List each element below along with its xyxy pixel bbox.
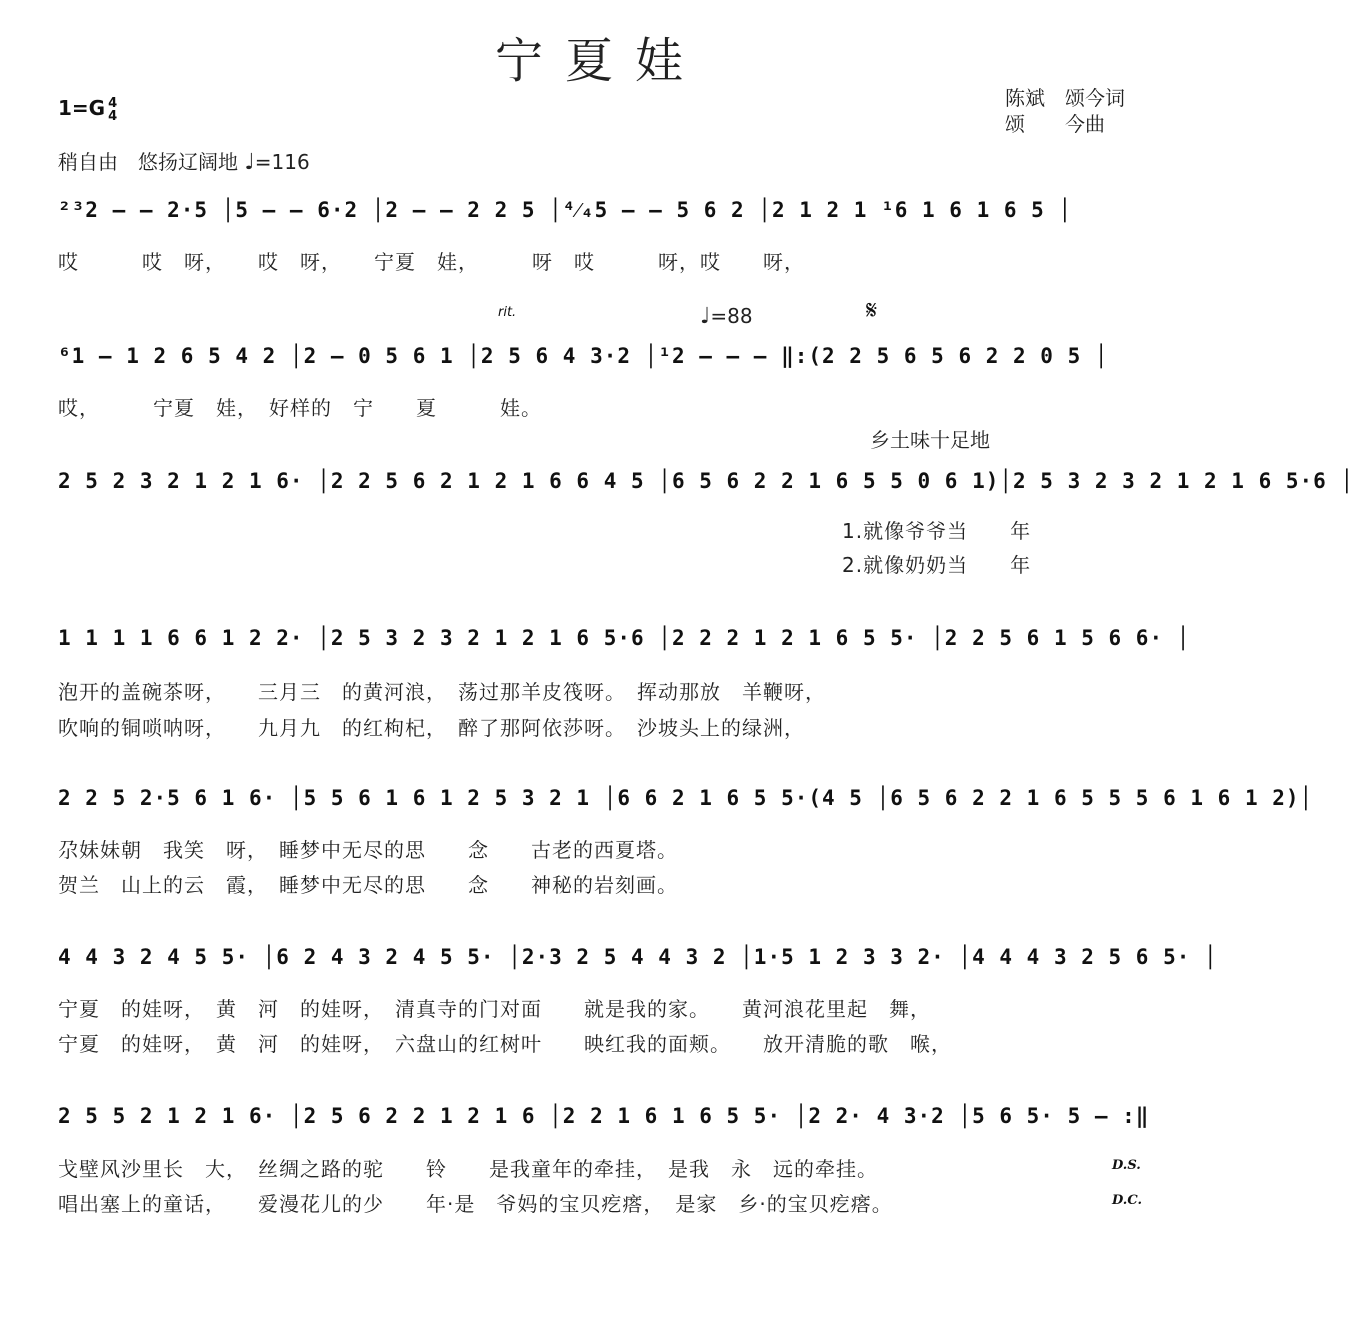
lyric-row-2-verse-1: 哎， 宁夏 娃， 好样的 宁 夏 娃。	[58, 396, 542, 420]
lyric-row-6-verse-2: 宁夏 的娃呀， 黄 河 的娃呀， 六盘山的红树叶 映红我的面颊。 放开清脆的歌 喉，	[58, 1032, 952, 1056]
lyric-row-3-verse-2: 2.就像奶奶当 年	[842, 553, 1032, 577]
lyric-row-7-verse-2: 唱出塞上的童话， 爱漫花儿的少 年·是 爷妈的宝贝疙瘩， 是家 乡·的宝贝疙瘩。	[58, 1192, 893, 1216]
lyric-row-3-verse-1: 1.就像爷爷当 年	[842, 519, 1032, 543]
lyric-row-6-verse-1: 宁夏 的娃呀， 黄 河 的娃呀， 清真寺的门对面 就是我的家。 黄河浪花里起 舞，	[58, 997, 931, 1021]
lyric-row-5-verse-1: 尕妹妹朝 我笑 呀， 睡梦中无尽的思 念 古老的西夏塔。	[58, 838, 678, 862]
lyric-row-4-verse-2: 吹响的铜唢呐呀， 九月九 的红枸杞， 醉了那阿依莎呀。 沙坡头上的绿洲，	[58, 716, 805, 740]
notation-row-3: 2 5 2 3 2 1 2 1 6· │2 2 5 6 2 1 2 1 6 6 4 5 │6 5 6 2 2 1 6 5 5 0 6 1)│2 5 3 2 3 2 1 2 1 6 5·6 │	[58, 469, 1354, 493]
section-label: 乡土味十足地	[870, 428, 990, 452]
time-sig-top: 4	[108, 95, 118, 111]
key-label: 1=G	[58, 96, 106, 120]
page-title: 宁夏娃	[494, 33, 705, 89]
tempo-marking-2	[700, 304, 753, 329]
time-signature	[108, 97, 117, 123]
lyricist-credit: 陈斌 颂今词	[1005, 86, 1125, 110]
notation-row-5: 2 2 5 2·5 6 1 6· │5 5 6 1 6 1 2 5 3 2 1 │6 6 2 1 6 5 5·(4 5 │6 5 6 2 2 1 6 5 5 5 6 1 6 1 2)│	[58, 786, 1314, 810]
da-capo-mark: D.C.	[1112, 1193, 1142, 1208]
notation-row-2: ⁶1 – 1 2 6 5 4 2 │2 – 0 5 6 1 │2 5 6 4 3·2 │¹2 – – – ‖:(2 2 5 6 5 6 2 2 0 5 │	[58, 344, 1109, 368]
time-sig-bottom: 4	[108, 108, 118, 124]
tempo-bpm-first: =116	[254, 150, 310, 174]
notation-row-7: 2 5 5 2 1 2 1 6· │2 5 6 2 2 1 2 1 6 │2 2 1 6 1 6 5 5· │2 2· 4 3·2 │5 6 5· 5 – :‖	[58, 1104, 1150, 1128]
lyric-row-7-verse-1: 戈壁风沙里长 大， 丝绸之路的驼 铃 是我童年的牵挂， 是我 永 远的牵挂。	[58, 1157, 878, 1181]
tempo-bpm-second: =88	[710, 304, 753, 328]
notation-row-4: 1 1 1 1 6 6 1 2 2· │2 5 3 2 3 2 1 2 1 6 5·6 │2 2 2 1 2 1 6 5 5· │2 2 5 6 1 5 6 6· │	[58, 626, 1191, 650]
dal-segno-mark: D.S.	[1112, 1158, 1141, 1173]
notation-row-6: 4 4 3 2 4 5 5· │6 2 4 3 2 4 5 5· │2·3 2 5 4 4 3 2 │1·5 1 2 3 3 2· │4 4 4 3 2 5 6 5· │	[58, 945, 1218, 969]
lyric-row-4-verse-1: 泡开的盖碗茶呀， 三月三 的黄河浪， 荡过那羊皮筏呀。 挥动那放 羊鞭呀，	[58, 680, 826, 704]
expression-text: 稍自由 悠扬辽阔地	[58, 150, 238, 174]
segno-icon: 𝄋	[866, 296, 878, 326]
ritardando-mark: rit.	[498, 305, 517, 320]
lyric-row-5-verse-2: 贺兰 山上的云 霞， 睡梦中无尽的思 念 神秘的岩刻画。	[58, 873, 678, 897]
quarter-note-icon: ♩	[700, 304, 711, 329]
lyric-row-1-verse-1: 哎 哎 呀， 哎 呀， 宁夏 娃， 呀 哎 呀，哎 呀，	[58, 250, 805, 274]
notation-row-1: ²³2 – – 2·5 │5 – – 6·2 │2 – – 2 2 5 │⁴⁄₄5 – – 5 6 2 │2 1 2 1 ¹6 1 6 1 6 5 │	[58, 198, 1073, 222]
composer-credit: 颂 今曲	[1005, 112, 1105, 136]
key-signature	[58, 96, 117, 123]
quarter-note-icon: ♩	[244, 150, 255, 175]
tempo-marking	[58, 146, 310, 175]
